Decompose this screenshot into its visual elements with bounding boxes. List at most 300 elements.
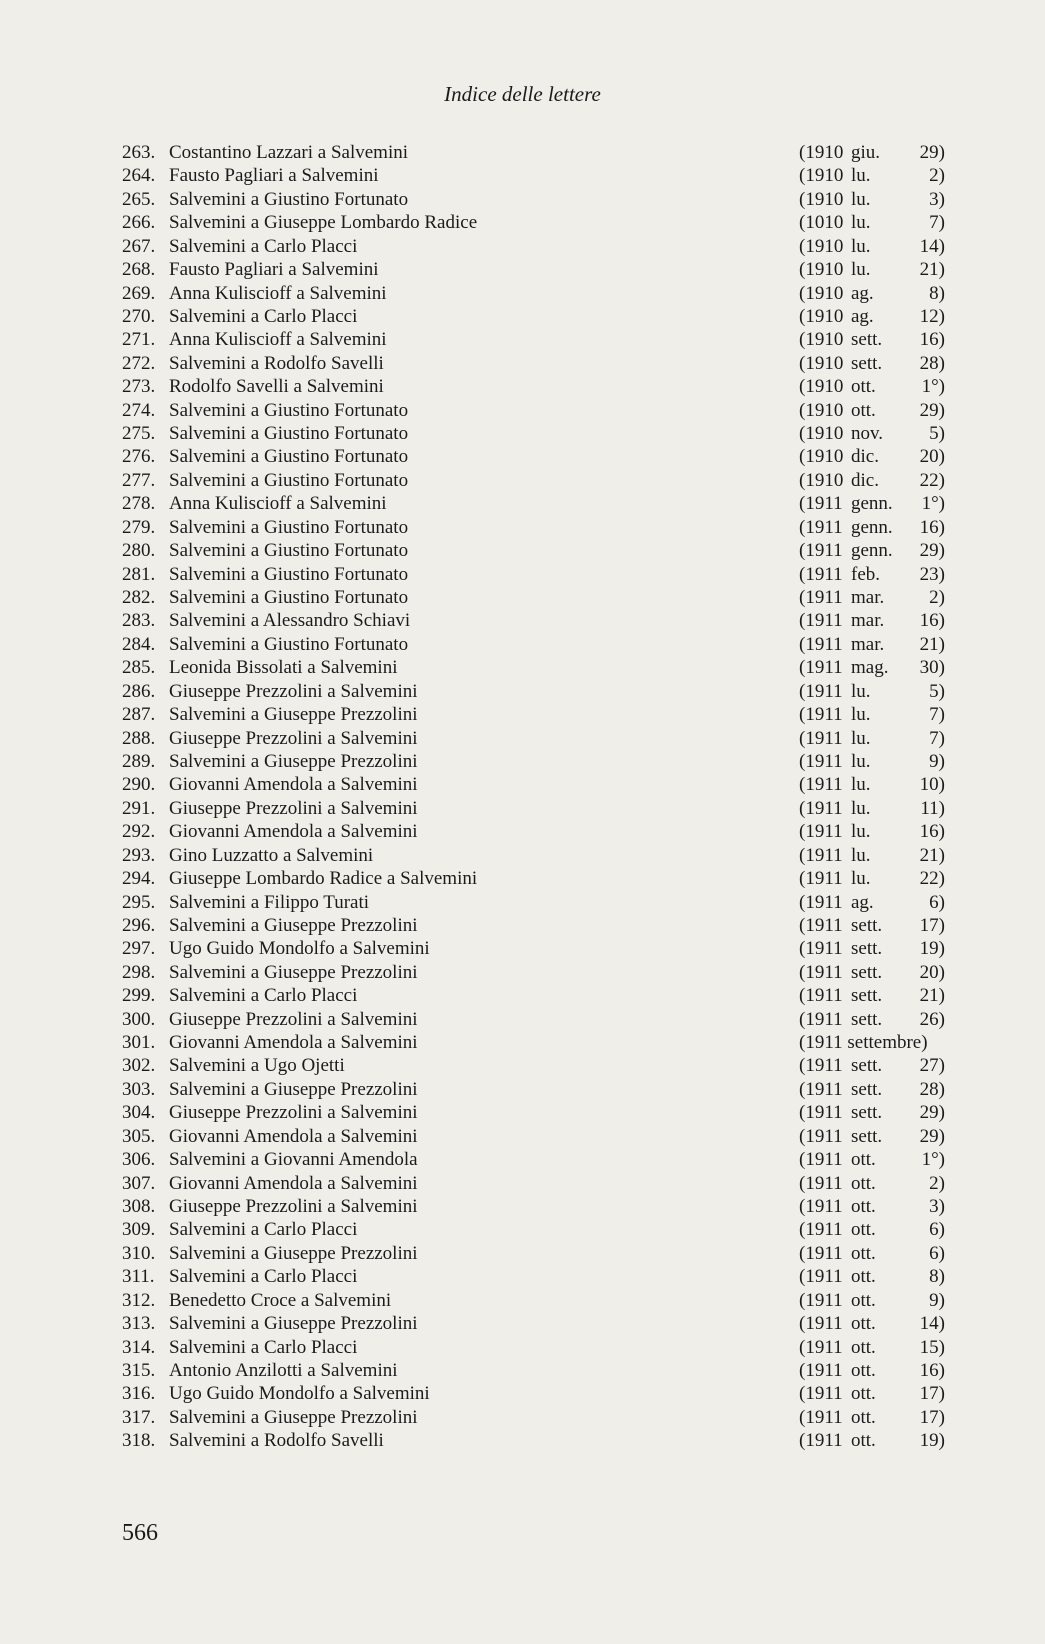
entry-year: (1911 [799,774,843,796]
entry-day: 16) [919,610,945,632]
entry-month: lu. [851,188,871,210]
entry-year: (1910 [799,142,844,163]
entry-number: 281. [122,563,156,585]
entry-day: 12) [919,305,945,327]
entry-number: 291. [122,797,156,819]
entry-correspondents: Giuseppe Prezzolini a Salvemini [169,1195,418,1217]
entry-year: (1911 [799,633,843,655]
entry-day: 1°) [921,1149,945,1171]
entry-month: sett. [851,914,883,936]
entry-correspondents: Leonida Bissolati a Salvemini [169,657,398,679]
entry-number: 278. [122,493,156,515]
entry-number: 304. [122,1102,156,1124]
entry-correspondents: Giuseppe Lombardo Radice a Salvemini [169,868,478,890]
entry-day: 29) [919,142,945,163]
entry-number: 263. [122,142,156,163]
entry-year: (1910 [799,423,844,445]
entry-year: (1911 [799,1430,843,1452]
entry-month: sett. [851,1078,883,1100]
entry-month: sett. [851,961,883,983]
entry-number: 315. [122,1359,156,1381]
entry-number: 267. [122,235,156,257]
entry-month: lu. [851,259,871,281]
entry-number: 296. [122,914,156,936]
entry-month: lu. [851,821,871,843]
entry-correspondents: Salvemini a Giustino Fortunato [169,446,409,468]
entry-day: 16) [919,1359,945,1381]
index-entry [0,164,1045,187]
index-entry [0,937,1045,960]
entry-number: 271. [122,329,156,351]
index-entry [0,305,1045,328]
entry-day: 29) [919,1125,945,1147]
entry-year: (1911 [799,938,843,960]
entry-correspondents: Benedetto Croce a Salvemini [169,1289,392,1311]
index-entry [0,820,1045,843]
entry-year: (1911 [799,914,843,936]
entry-month: ott. [851,1313,876,1335]
entry-year: (1910 [799,446,844,468]
entry-number: 276. [122,446,156,468]
entry-correspondents: Salvemini a Giustino Fortunato [169,540,409,562]
entry-day: 15) [919,1336,945,1358]
entry-day: 21) [919,633,945,655]
entry-number: 298. [122,961,156,983]
entry-correspondents: Salvemini a Giovanni Amendola [169,1149,418,1171]
entry-correspondents: Salvemini a Giustino Fortunato [169,563,409,585]
entry-year: (1910 [799,399,844,421]
entry-day: 5) [929,680,945,702]
entry-correspondents: Salvemini a Giuseppe Prezzolini [169,914,418,936]
entry-correspondents: Giuseppe Prezzolini a Salvemini [169,1008,418,1030]
entry-day: 3) [929,1195,945,1217]
entry-number: 318. [122,1430,156,1452]
entry-number: 268. [122,259,156,281]
entry-month: sett. [851,352,883,374]
entry-year: (1911 [799,797,843,819]
entry-year: (1911 [799,1242,843,1264]
entry-correspondents: Salvemini a Carlo Placci [169,1219,358,1241]
entry-year: (1911 [799,750,843,772]
letter-index-list [0,141,1045,1453]
index-entry [0,282,1045,305]
entry-day: 17) [919,1383,945,1405]
entry-number: 297. [122,938,156,960]
entry-day: 20) [919,446,945,468]
entry-year: (1910 [799,469,844,491]
entry-day: 8) [929,282,945,304]
entry-year: (1911 [799,961,843,983]
entry-correspondents: Salvemini a Giuseppe Prezzolini [169,750,418,772]
index-entry [0,1101,1045,1124]
entry-correspondents: Costantino Lazzari a Salvemini [169,142,409,163]
entry-month: ag. [851,305,874,327]
entry-month: ott. [851,1172,876,1194]
index-entry [0,1078,1045,1101]
index-entry [0,1406,1045,1429]
entry-month: sett. [851,329,883,351]
entry-correspondents: Anna Kuliscioff a Salvemini [169,282,387,304]
entry-year: (1911 [799,1336,843,1358]
entry-date: (1911 settembre) [799,1032,928,1054]
entry-year: (1910 [799,305,844,327]
entry-day: 28) [919,352,945,374]
entry-day: 22) [919,868,945,890]
entry-number: 283. [122,610,156,632]
entry-number: 285. [122,657,156,679]
entry-correspondents: Salvemini a Rodolfo Savelli [169,1430,384,1452]
index-entry [0,984,1045,1007]
entry-correspondents: Salvemini a Carlo Placci [169,1266,358,1288]
entry-correspondents: Antonio Anzilotti a Salvemini [169,1359,398,1381]
entry-day: 14) [919,235,945,257]
entry-month: lu. [851,680,871,702]
entry-correspondents: Giovanni Amendola a Salvemini [169,774,418,796]
index-entry [0,1359,1045,1382]
entry-correspondents: Salvemini a Carlo Placci [169,305,358,327]
index-entry [0,1031,1045,1054]
entry-year: (1911 [799,1289,843,1311]
entry-number: 312. [122,1289,156,1311]
index-entry [0,680,1045,703]
entry-month: dic. [851,469,879,491]
entry-correspondents: Rodolfo Savelli a Salvemini [169,376,384,398]
index-entry [0,586,1045,609]
entry-year: (1911 [799,1055,843,1077]
entry-year: (1910 [799,376,844,398]
entry-correspondents: Salvemini a Carlo Placci [169,985,358,1007]
entry-year: (1911 [799,1219,843,1241]
entry-correspondents: Salvemini a Giustino Fortunato [169,399,409,421]
entry-day: 26) [919,1008,945,1030]
entry-year: (1911 [799,704,843,726]
index-entry [0,1195,1045,1218]
entry-day: 7) [929,727,945,749]
entry-year: (1911 [799,1406,843,1428]
entry-year: (1911 [799,493,843,515]
entry-correspondents: Salvemini a Giuseppe Prezzolini [169,961,418,983]
entry-year: (1910 [799,282,844,304]
entry-month: ott. [851,1149,876,1171]
index-entry [0,633,1045,656]
entry-correspondents: Giovanni Amendola a Salvemini [169,1172,418,1194]
entry-year: (1911 [799,1078,843,1100]
entry-month: lu. [851,704,871,726]
entry-month: mag. [851,657,889,679]
entry-month: genn. [851,540,893,562]
entry-number: 269. [122,282,156,304]
entry-month: ott. [851,1336,876,1358]
entry-day: 14) [919,1313,945,1335]
entry-month: lu. [851,774,871,796]
entry-year: (1911 [799,563,843,585]
entry-year: (1911 [799,1195,843,1217]
entry-number: 272. [122,352,156,374]
entry-correspondents: Salvemini a Giuseppe Lombardo Radice [169,212,478,234]
entry-day: 19) [919,938,945,960]
entry-number: 306. [122,1149,156,1171]
entry-day: 2) [929,1172,945,1194]
entry-month: sett. [851,938,883,960]
entry-correspondents: Salvemini a Giustino Fortunato [169,188,409,210]
entry-year: (1911 [799,868,843,890]
entry-correspondents: Gino Luzzatto a Salvemini [169,844,374,866]
entry-number: 264. [122,165,156,187]
index-entry [0,961,1045,984]
entry-month: ott. [851,1219,876,1241]
index-entry [0,445,1045,468]
index-entry [0,188,1045,211]
entry-number: 308. [122,1195,156,1217]
entry-correspondents: Ugo Guido Mondolfo a Salvemini [169,1383,430,1405]
index-entry [0,1218,1045,1241]
entry-month: ott. [851,1289,876,1311]
entry-correspondents: Salvemini a Giustino Fortunato [169,469,409,491]
entry-number: 305. [122,1125,156,1147]
index-entry [0,844,1045,867]
entry-correspondents: Giuseppe Prezzolini a Salvemini [169,680,418,702]
index-entry [0,1289,1045,1312]
entry-day: 3) [929,188,945,210]
index-entry [0,727,1045,750]
index-entry [0,867,1045,890]
entry-month: ott. [851,1430,876,1452]
index-entry [0,750,1045,773]
entry-correspondents: Giovanni Amendola a Salvemini [169,821,418,843]
entry-day: 23) [919,563,945,585]
entry-month: lu. [851,844,871,866]
entry-day: 28) [919,1078,945,1100]
entry-day: 17) [919,1406,945,1428]
entry-number: 300. [122,1008,156,1030]
entry-month: lu. [851,235,871,257]
index-entry [0,375,1045,398]
entry-year: (1911 [799,821,843,843]
entry-day: 8) [929,1266,945,1288]
index-entry [0,1382,1045,1405]
entry-day: 30) [919,657,945,679]
entry-correspondents: Giovanni Amendola a Salvemini [169,1125,418,1147]
running-header: Indice delle lettere [444,82,601,106]
index-entry [0,797,1045,820]
entry-month: ott. [851,1383,876,1405]
entry-day: 16) [919,516,945,538]
entry-correspondents: Ugo Guido Mondolfo a Salvemini [169,938,430,960]
index-entry [0,539,1045,562]
entry-correspondents: Fausto Pagliari a Salvemini [169,259,379,281]
entry-month: sett. [851,985,883,1007]
index-entry [0,1336,1045,1359]
entry-day: 6) [929,891,945,913]
index-entry [0,563,1045,586]
entry-day: 9) [929,1289,945,1311]
entry-month: ott. [851,376,876,398]
entry-year: (1911 [799,1149,843,1171]
index-entry [0,1008,1045,1031]
page-number: 566 [122,1520,158,1546]
entry-day: 2) [929,165,945,187]
entry-month: nov. [851,423,884,445]
entry-month: lu. [851,165,871,187]
entry-month: ag. [851,282,874,304]
entry-day: 5) [929,423,945,445]
entry-day: 21) [919,844,945,866]
index-entry [0,609,1045,632]
entry-correspondents: Salvemini a Giuseppe Prezzolini [169,704,418,726]
entry-year: (1911 [799,680,843,702]
index-entry [0,914,1045,937]
entry-month: mar. [851,587,885,609]
entry-day: 16) [919,329,945,351]
entry-correspondents: Salvemini a Carlo Placci [169,235,358,257]
entry-year: (1910 [799,329,844,351]
entry-day: 29) [919,399,945,421]
entry-month: sett. [851,1055,883,1077]
entry-number: 282. [122,587,156,609]
entry-number: 294. [122,868,156,890]
entry-month: ag. [851,891,874,913]
entry-day: 7) [929,704,945,726]
entry-year: (1911 [799,1313,843,1335]
entry-day: 9) [929,750,945,772]
entry-correspondents: Salvemini a Giustino Fortunato [169,516,409,538]
entry-month: ott. [851,399,876,421]
entry-number: 292. [122,821,156,843]
entry-number: 311. [122,1266,155,1288]
entry-year: (1010 [799,212,844,234]
entry-month: lu. [851,212,871,234]
entry-month: lu. [851,727,871,749]
entry-correspondents: Salvemini a Giuseppe Prezzolini [169,1406,418,1428]
entry-day: 21) [919,259,945,281]
entry-day: 6) [929,1219,945,1241]
entry-correspondents: Fausto Pagliari a Salvemini [169,165,379,187]
entry-number: 309. [122,1219,156,1241]
entry-number: 286. [122,680,156,702]
entry-correspondents: Anna Kuliscioff a Salvemini [169,329,387,351]
entry-year: (1911 [799,1125,843,1147]
index-entry [0,469,1045,492]
entry-year: (1911 [799,1266,843,1288]
entry-month: lu. [851,797,871,819]
index-entry [0,656,1045,679]
entry-number: 295. [122,891,156,913]
entry-number: 310. [122,1242,156,1264]
entry-number: 293. [122,844,156,866]
entry-number: 307. [122,1172,156,1194]
index-entry [0,1429,1045,1452]
entry-year: (1910 [799,188,844,210]
entry-year: (1911 [799,1172,843,1194]
entry-year: (1911 [799,540,843,562]
entry-year: (1910 [799,235,844,257]
entry-year: (1911 [799,657,843,679]
entry-number: 316. [122,1383,156,1405]
entry-month: mar. [851,610,885,632]
entry-year: (1910 [799,165,844,187]
entry-correspondents: Giuseppe Prezzolini a Salvemini [169,1102,418,1124]
index-entry [0,703,1045,726]
entry-correspondents: Salvemini a Filippo Turati [169,891,370,913]
entry-month: dic. [851,446,879,468]
index-entry [0,328,1045,351]
entry-month: ott. [851,1242,876,1264]
entry-month: giu. [851,142,881,163]
entry-number: 274. [122,399,156,421]
entry-day: 7) [929,212,945,234]
entry-number: 287. [122,704,156,726]
entry-number: 301. [122,1032,156,1054]
entry-number: 270. [122,305,156,327]
entry-number: 317. [122,1406,156,1428]
entry-year: (1910 [799,352,844,374]
entry-day: 1°) [921,493,945,515]
entry-year: (1911 [799,727,843,749]
index-entry [0,1148,1045,1171]
entry-number: 302. [122,1055,156,1077]
entry-year: (1911 [799,1008,843,1030]
entry-correspondents: Anna Kuliscioff a Salvemini [169,493,387,515]
entry-number: 280. [122,540,156,562]
entry-correspondents: Salvemini a Ugo Ojetti [169,1055,345,1077]
index-entry [0,891,1045,914]
entry-correspondents: Salvemini a Giuseppe Prezzolini [169,1242,418,1264]
entry-month: ott. [851,1406,876,1428]
entry-number: 288. [122,727,156,749]
entry-day: 21) [919,985,945,1007]
entry-number: 299. [122,985,156,1007]
entry-month: sett. [851,1102,883,1124]
entry-correspondents: Giovanni Amendola a Salvemini [169,1032,418,1054]
entry-correspondents: Salvemini a Giustino Fortunato [169,423,409,445]
entry-number: 313. [122,1313,156,1335]
entry-day: 6) [929,1242,945,1264]
entry-month: sett. [851,1008,883,1030]
index-entry [0,1312,1045,1335]
entry-correspondents: Giuseppe Prezzolini a Salvemini [169,727,418,749]
entry-number: 303. [122,1078,156,1100]
index-entry [0,258,1045,281]
entry-month: mar. [851,633,885,655]
entry-month: ott. [851,1359,876,1381]
entry-year: (1911 [799,587,843,609]
index-entry [0,1054,1045,1077]
entry-day: 2) [929,587,945,609]
entry-number: 290. [122,774,156,796]
entry-year: (1911 [799,1359,843,1381]
entry-month: ott. [851,1195,876,1217]
index-entry [0,235,1045,258]
index-entry [0,492,1045,515]
entry-month: lu. [851,750,871,772]
entry-correspondents: Salvemini a Giuseppe Prezzolini [169,1078,418,1100]
entry-number: 284. [122,633,156,655]
entry-month: ott. [851,1266,876,1288]
entry-number: 273. [122,376,156,398]
entry-number: 266. [122,212,156,234]
entry-year: (1911 [799,610,843,632]
entry-number: 314. [122,1336,156,1358]
entry-day: 27) [919,1055,945,1077]
entry-day: 16) [919,821,945,843]
entry-month: sett. [851,1125,883,1147]
entry-number: 279. [122,516,156,538]
entry-correspondents: Giuseppe Prezzolini a Salvemini [169,797,418,819]
index-entry [0,141,1045,164]
entry-year: (1911 [799,1102,843,1124]
entry-day: 29) [919,540,945,562]
entry-year: (1911 [799,1383,843,1405]
